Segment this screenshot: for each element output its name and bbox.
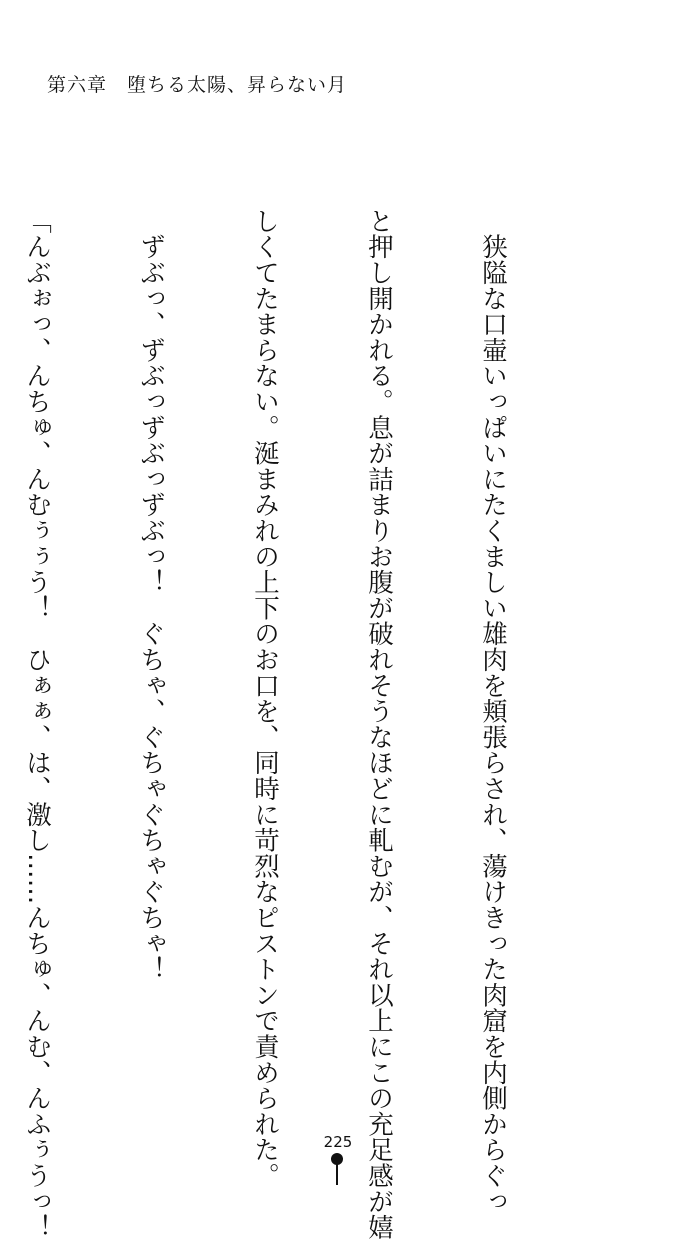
page-number: 225 (323, 1133, 353, 1151)
page-marker-line (336, 1164, 338, 1185)
text-line: ずぶっ、ずぶっずぶっずぶっ！ ぐちゃ、ぐちゃぐちゃぐちゃ！ (136, 208, 166, 982)
text-line: 「んぶぉっ、んちゅ、んむぅぅう！ ひぁぁ、は、激し……んちゅ、んむ、んふぅうっ！ (22, 208, 52, 1240)
text-line: と押し開かれる。息が詰まりお腹が破れそうなほどに軋むが、それ以上にこの充足感が嬉 (364, 208, 394, 1240)
text-line: 狭隘な口壷いっぱいにたくましい雄肉を頬張らされ、蕩けきった肉窟を内側からぐっ (478, 208, 508, 1215)
text-line: しくてたまらない。涎まみれの上下のお口を、同時に苛烈なピストンで責められた。 (250, 208, 280, 1189)
chapter-title: 第六章 堕ちる太陽、昇らない月 (47, 74, 348, 96)
